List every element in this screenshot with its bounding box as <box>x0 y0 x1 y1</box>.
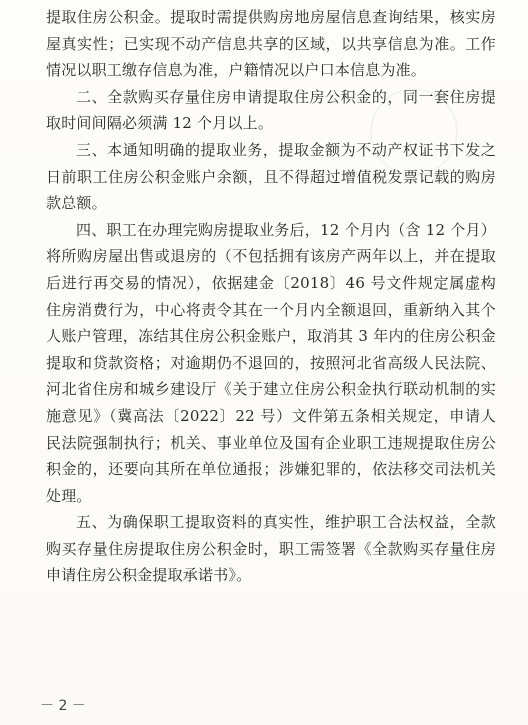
page-number: － 2 － <box>40 698 86 714</box>
paragraph-clause-2: 二、全款购买存量住房申请提取住房公积金的，同一套住房提取时间间隔必须满 12 个月以上。 <box>46 87 496 133</box>
document-body <box>46 4 496 589</box>
paragraph-clause-3: 三、本通知明确的提取业务，提取金额为不动产权证书下发之日前职工住房公积金账户余额，且不得超过增值税发票记载的购房款总额。 <box>46 140 496 213</box>
paragraph-continuation: 提取住房公积金。提取时需提供购房地房屋信息查询结果，核实房屋真实性；已实现不动产信息共享的区域，以共享信息为准。工作情况以职工缴存信息为准，户籍情况以户口本信息为准。 <box>46 8 496 80</box>
paragraph-clause-5: 五、为确保职工提取资料的真实性，维护职工合法权益，全款购买存量住房提取住房公积金时，职工需签署《全款购买存量住房申请住房公积金提取承诺书》。 <box>46 513 496 585</box>
paragraph-clause-4: 四、职工在办理完购房提取业务后，12 个月内（含 12 个月）将所购房屋出售或退房的（不包括拥有该房产两年以上，并在提取后进行再交易的情况），依据建金〔2018〕46 号文件规定属虚构住房消费行为，中心将责令其在一个月内全额退回，重新纳入其个人账户管理，冻结其住房公积金账户，取消其 3 年内的住房公积金提取和贷款资格；对逾期仍不退回的，按照河北省高级人民法院、河北省住房和城乡建设厅《关于建立住房公积金执行联动机制的实施意见》（冀高法〔2022〕22 号）文件第五条相关规定，申请人民法院强制执行；机关、事业单位及国有企业职工违规提取住房公积金的，还要向其所在单位通报；涉嫌犯罪的，依法移交司法机关处理。 <box>46 220 496 505</box>
